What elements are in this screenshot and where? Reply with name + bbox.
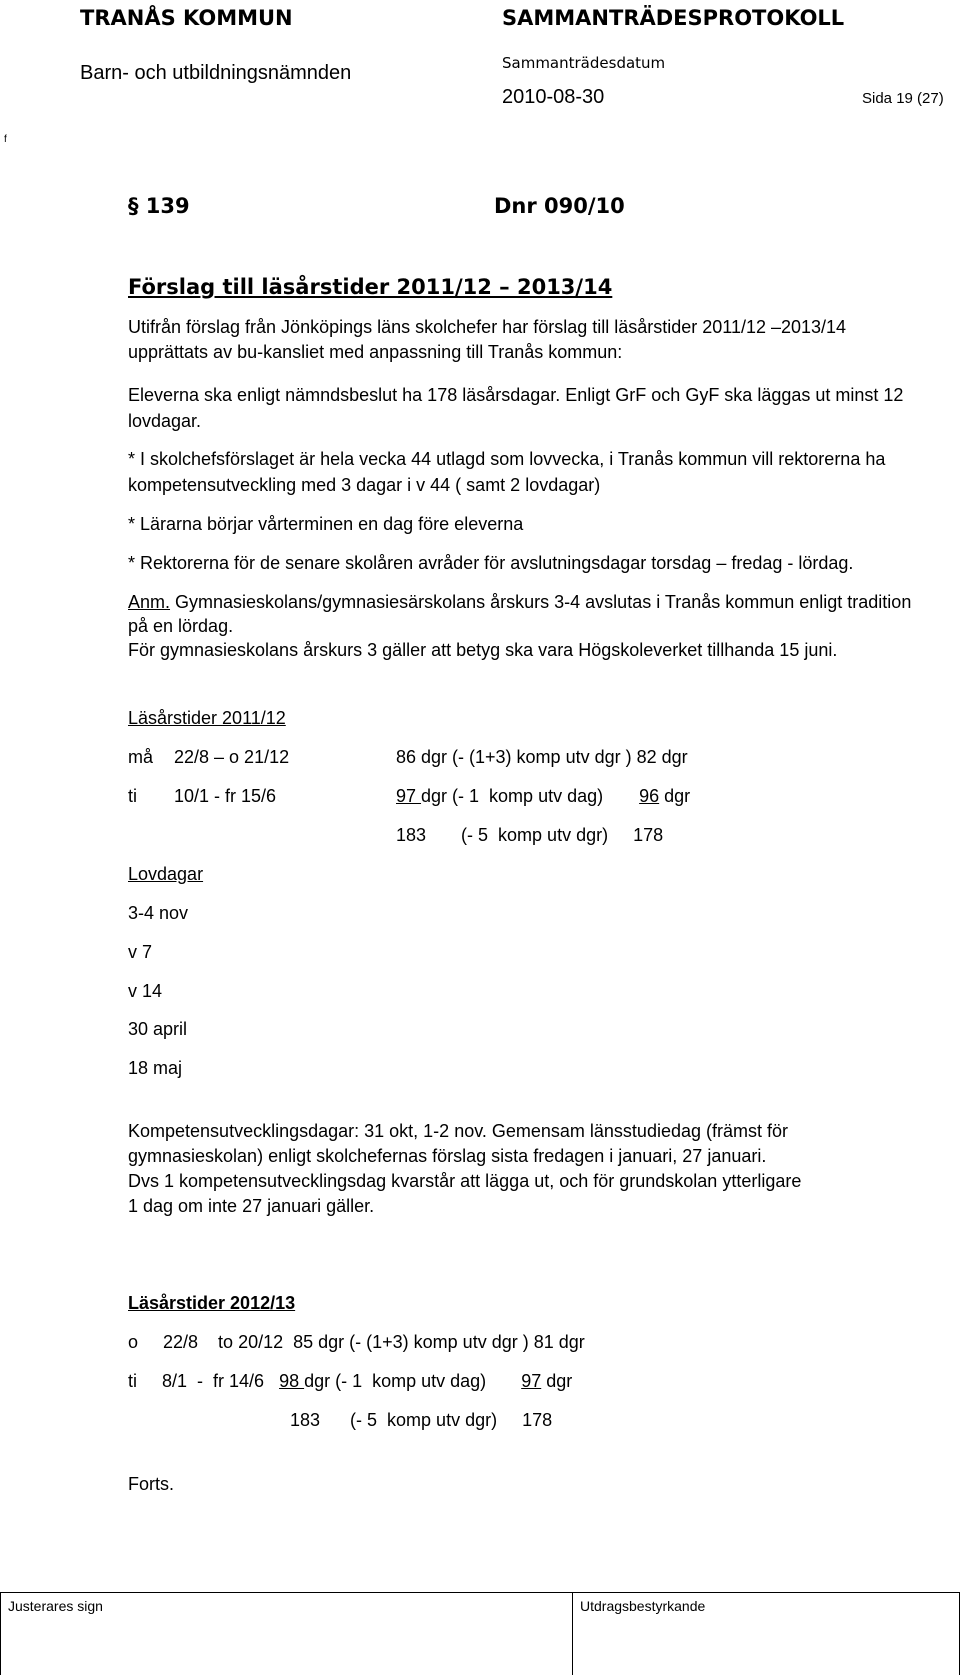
term-2-day: ti — [128, 786, 137, 806]
annotation-line-2: på en lördag. — [128, 616, 234, 636]
lov-item: v 7 — [128, 942, 153, 962]
footer-signature-label: Justerares sign — [8, 1598, 103, 1614]
committee-name: Barn- och utbildningsnämnden — [80, 62, 352, 84]
term-2-unit: dgr — [659, 786, 691, 806]
term-1-row-2012-13: o 22/8 to 20/12 85 dgr (- (1+3) komp utv dgr ) 81 dgr — [128, 1332, 585, 1352]
term-2-net-days-2012-13: 97 — [521, 1371, 542, 1391]
municipality-name: TRANÅS KOMMUN — [80, 6, 293, 30]
document-type: SAMMANTRÄDESPROTOKOLL — [502, 6, 845, 30]
continued-note: Forts. — [128, 1474, 175, 1494]
footer-rule-top — [0, 1592, 960, 1593]
term-2-row-2012-13 — [128, 1369, 572, 1393]
annotation-label: Anm. — [128, 592, 171, 612]
bullet-2: * Lärarna börjar vårterminen en dag före eleverna — [128, 514, 524, 534]
annotation-text: Gymnasieskolans/gymnasiesärskolans årskurs 3-4 avslutas i Tranås kommun enligt tradition — [170, 592, 912, 612]
term-2-net-days: 96 — [639, 786, 660, 806]
term-2-calculation — [396, 784, 690, 808]
paragraph-4: För gymnasieskolans årskurs 3 gäller att betyg ska vara Högskoleverket tillhanda 15 juni. — [128, 640, 838, 660]
intro-line-1: Utifrån förslag från Jönköpings läns skolchefer har förslag till läsårstider 2011/12 –2013/14 — [128, 317, 847, 337]
lov-item: 18 maj — [128, 1058, 183, 1078]
bullet-1-line-1: * I skolchefsförslaget är hela vecka 44 utlagd som lovvecka, i Tranås kommun vill rektorerna ha — [128, 449, 886, 469]
term-1-day: må — [128, 747, 154, 767]
competence-line-2: gymnasieskolan) enligt skolchefernas förslag sista fredagen i januari, 27 januari. — [128, 1146, 767, 1166]
term-2-deduction-2012-13: dgr (- 1 komp utv dag) — [304, 1371, 522, 1391]
competence-line-4: 1 dag om inte 27 januari gäller. — [128, 1196, 375, 1216]
term-2-days: 97 — [396, 786, 422, 806]
page-number: Sida 19 (27) — [862, 90, 944, 107]
term-1-calculation: 86 dgr (- (1+3) komp utv dgr ) 82 dgr — [396, 747, 688, 767]
meeting-date-label: Sammanträdesdatum — [502, 54, 666, 72]
year-total-2012-13: 183 (- 5 komp utv dgr) 178 — [290, 1410, 553, 1430]
bullet-3: * Rektorerna för de senare skolåren avråder för avslutningsdagar torsdag – fredag - lördag. — [128, 553, 854, 573]
term-2-days-2012-13: 98 — [279, 1371, 305, 1391]
intro-line-2: upprättats av bu-kansliet med anpassning till Tranås kommun: — [128, 342, 623, 362]
annotation-line-1 — [128, 590, 911, 614]
footer-certification-label: Utdragsbestyrkande — [580, 1598, 706, 1614]
bullet-1-line-2: kompetensutveckling med 3 dagar i v 44 ( samt 2 lovdagar) — [128, 475, 601, 495]
lovdagar-heading: Lovdagar — [128, 864, 204, 884]
paragraph-2-line-1: Eleverna ska enligt nämndsbeslut ha 178 läsårsdagar. Enligt GrF och GyF ska läggas ut minst 12 — [128, 385, 904, 405]
competence-line-1: Kompetensutvecklingsdagar: 31 okt, 1-2 nov. Gemensam länsstudiedag (främst för — [128, 1121, 788, 1141]
competence-line-3: Dvs 1 kompetensutvecklingsdag kvarstår att lägga ut, och för grundskolan ytterligare — [128, 1171, 802, 1191]
stray-mark: f — [4, 134, 7, 145]
section-number: § 139 — [128, 194, 190, 218]
meeting-date: 2010-08-30 — [502, 86, 605, 108]
term-1-period: 22/8 – o 21/12 — [174, 747, 290, 767]
term-2-unit-2012-13: dgr — [541, 1371, 573, 1391]
lov-item: 30 april — [128, 1019, 188, 1039]
year-heading-2012-13: Läsårstider 2012/13 — [128, 1293, 296, 1313]
term-2-period: 10/1 - fr 15/6 — [174, 786, 277, 806]
lov-item: v 14 — [128, 981, 163, 1001]
footer-divider — [572, 1592, 573, 1675]
term-2-period-2012-13: ti 8/1 - fr 14/6 — [128, 1371, 280, 1391]
footer-left-edge — [0, 1592, 1, 1675]
year-heading-2011-12: Läsårstider 2011/12 — [128, 708, 286, 728]
year-total-2011-12: 183 (- 5 komp utv dgr) 178 — [396, 825, 664, 845]
diary-number: Dnr 090/10 — [494, 194, 625, 218]
section-title: Förslag till läsårstider 2011/12 – 2013/14 — [128, 275, 613, 299]
paragraph-2-line-2: lovdagar. — [128, 411, 202, 431]
lov-item: 3-4 nov — [128, 903, 189, 923]
term-2-deduction: dgr (- 1 komp utv dag) — [421, 786, 604, 806]
